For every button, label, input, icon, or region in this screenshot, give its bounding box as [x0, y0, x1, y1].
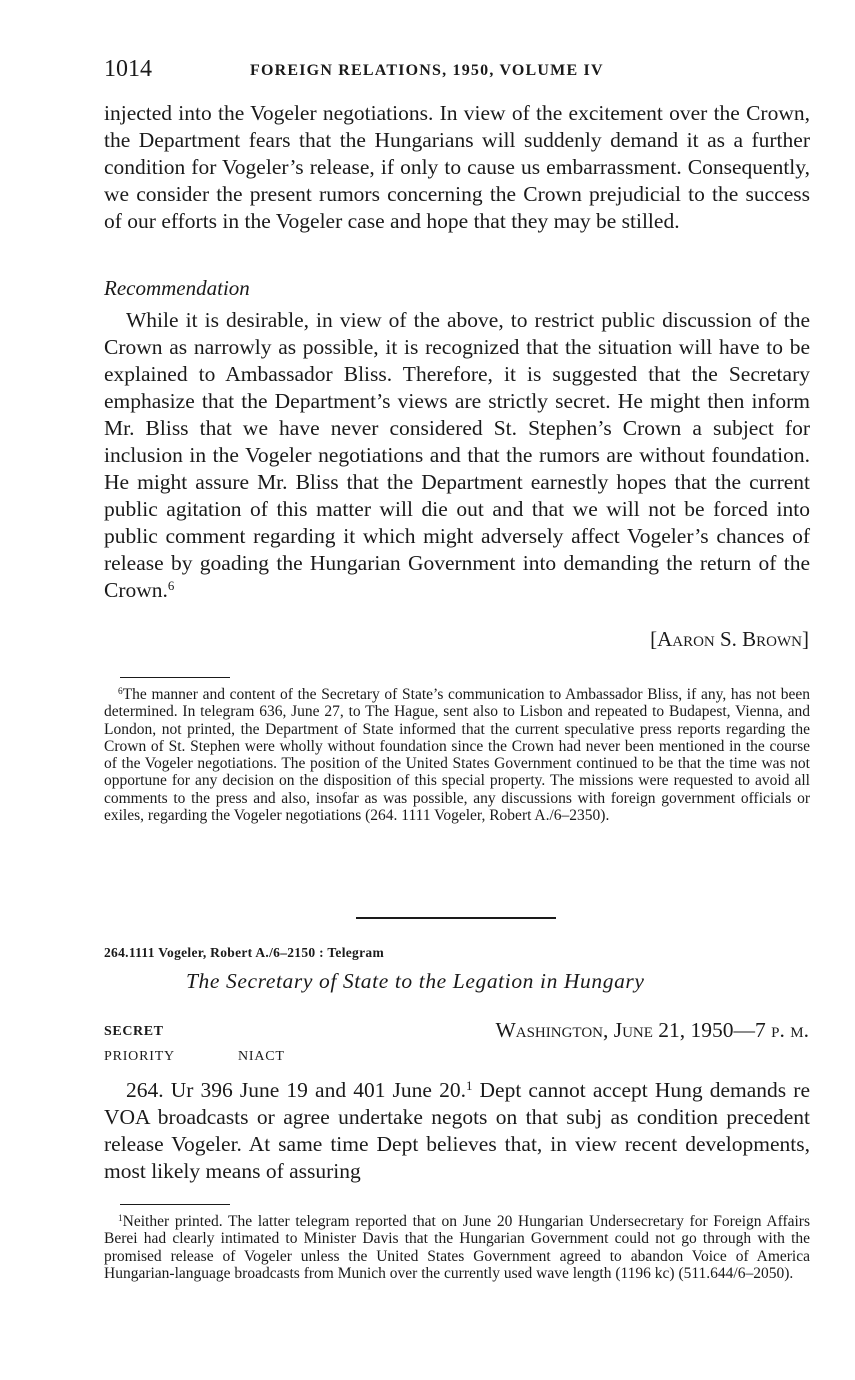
recommendation-text: While it is desirable, in view of the above, to restrict public discussion of the Crown as narrowly as possible, it is recognized that the situation will have to be explained to Ambassador Bliss. Therefore, it is suggested that the Secretary emphasize that the Department’s views are strictly secret. He might then inform Mr. Bliss that we have never considered St. Stephen’s Crown a subject for inclusion in the Vogeler negotiations and that the rumors are without foundation. He might assure Mr. Bliss that the Department earnestly hopes that the current public agitation of this matter will die out and that we will not be forced into public comment regarding it which might adversely affect Vogeler’s chances of release by goading the Hungarian Government into demanding the return of the Crown. [104, 308, 810, 602]
footnote-ref-6[interactable]: 6 [167, 578, 175, 593]
page-number: 1014 [104, 56, 152, 82]
signature: [Aaron S. Brown] [650, 627, 809, 651]
file-reference: 264.1111 Vogeler, Robert A./6–2150 : Telegram [104, 945, 384, 960]
footnote-1 [104, 1213, 810, 1282]
footnote-ref-1[interactable]: 1 [465, 1078, 473, 1093]
footnote-1-text: Neither printed. The latter telegram reported that on June 20 Hungarian Undersecretary for Foreign Affairs Berei had clearly intimated to Minister Davis that the Hungarian Government could not go through with the promised release of Vogeler unless the United States Government agreed to abandon Voice of America Hungarian-language broadcasts from Munich over the currently used wave length (1196 kc) (511.644/6–2050). [104, 1213, 810, 1282]
niact-mark: NIACT [238, 1049, 285, 1064]
telegram-body-rest: Dept cannot accept Hung demands re VOA broadcasts or agree undertake negots on that subj as condition precedent release Vogeler. At same time Dept believes that, in view recent developments, most likely means of assuring [104, 1078, 810, 1183]
dateline: Washington, June 21, 1950—7 p. m. [495, 1018, 809, 1042]
section-heading: Recommendation [104, 276, 250, 300]
classification: SECRET [104, 1024, 164, 1039]
memo-paragraph-continued: injected into the Vogeler negotiations. In view of the excitement over the Crown, the Department fears that the Hungarians will suddenly demand it as a further condition for Vogeler’s release, if only to cause us embarrassment. Consequently, we consider the present rumors concerning the Crown prejudicial to the success of our efforts in the Vogeler case and hope that they may be stilled. [104, 101, 810, 233]
priority-mark: PRIORITY [104, 1049, 175, 1064]
recommendation-paragraph [104, 307, 810, 604]
footnote-6 [104, 686, 810, 824]
footnote-6-text: The manner and content of the Secretary of State’s communication to Ambassador Bliss, if any, has not been determined. In telegram 636, June 27, to The Hague, sent also to Lisbon and repeated to Budapest, Vienna, and London, not printed, the Department of State informed that the current speculative press reports regarding the Crown of St. Stephen were wholly without foundation since the Crown had never been mentioned in the course of the Vogeler negotiations. The position of the United States Government continued to be that the time was not opportune for any decision on the disposition of this special property. The missions were requested to avoid all comments to the press and also, insofar as was possible, any discussions with foreign government officials or exiles, regarding the Vogeler negotiations (264. 1111 Vogeler, Robert A./6–2350). [104, 686, 810, 825]
footnote-divider-2 [120, 1204, 230, 1205]
footnote-6-marker: 6 [118, 686, 123, 697]
footnote-1-marker: 1 [118, 1213, 123, 1224]
telegram-body-start: 264. Ur 396 June 19 and 401 June 20. [126, 1078, 466, 1102]
section-divider [356, 917, 556, 919]
running-head: FOREIGN RELATIONS, 1950, VOLUME IV [250, 62, 604, 79]
telegram-title: The Secretary of State to the Legation in Hungary [186, 969, 645, 993]
telegram-body [104, 1077, 810, 1185]
footnote-divider [120, 677, 230, 678]
page-header [104, 56, 810, 88]
